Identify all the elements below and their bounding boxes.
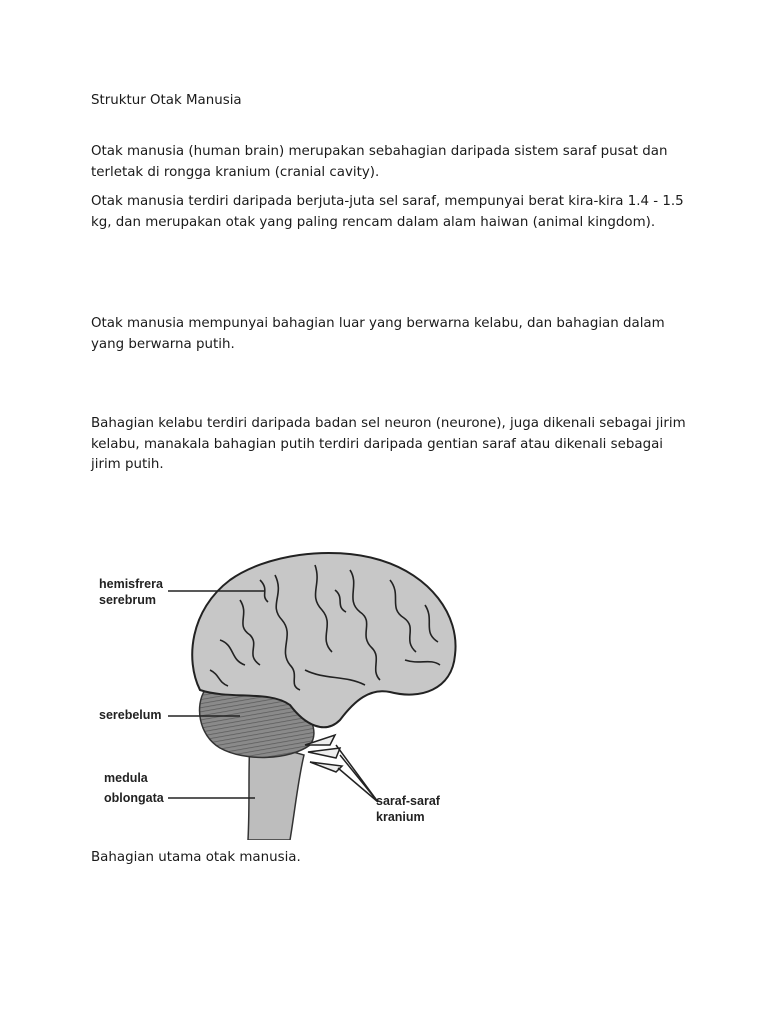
label-cerebellum: serebelum bbox=[99, 708, 162, 722]
label-medulla-line1: medula bbox=[104, 771, 148, 785]
label-cerebrum-line2: serebrum bbox=[99, 593, 156, 607]
brain-diagram bbox=[90, 540, 490, 840]
label-nerves-line2: kranium bbox=[376, 810, 425, 824]
brain-illustration bbox=[90, 540, 490, 840]
paragraph-4: Bahagian kelabu terdiri daripada badan sel neuron (neurone), juga dikenali sebagai jirim kelabu, manakala bahagian putih terdiri daripada gentian saraf atau dikenali sebagai jirim putih. bbox=[91, 416, 686, 472]
paragraph-1: Otak manusia (human brain) merupakan sebahagian daripada sistem saraf pusat dan terletak di rongga kranium (cranial cavity). bbox=[91, 144, 668, 180]
label-medulla-line2: oblongata bbox=[104, 791, 164, 805]
document-title: Struktur Otak Manusia bbox=[91, 93, 242, 108]
paragraph-2: Otak manusia terdiri daripada berjuta-juta sel saraf, mempunyai berat kira-kira 1.4 - 1.5 kg, dan merupakan otak yang paling rencam dalam alam haiwan (animal kingdom). bbox=[91, 194, 684, 230]
label-cerebrum-line1: hemisfrera bbox=[99, 577, 163, 591]
figure-caption: Bahagian utama otak manusia. bbox=[91, 850, 301, 865]
label-nerves-line1: saraf-saraf bbox=[376, 794, 440, 808]
paragraph-3: Otak manusia mempunyai bahagian luar yang berwarna kelabu, dan bahagian dalam yang berwarna putih. bbox=[91, 316, 665, 352]
